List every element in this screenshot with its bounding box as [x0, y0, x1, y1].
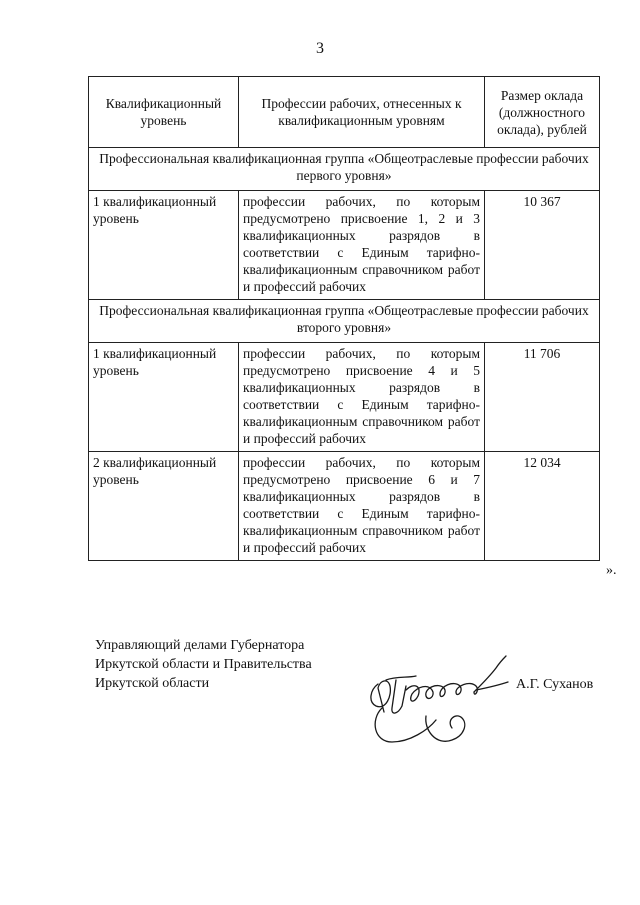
salary-cell: 10 367: [485, 191, 600, 300]
header-level: Квалификационный уровень: [89, 77, 239, 148]
level-cell: 1 квалификационный уровень: [89, 191, 239, 300]
level-cell: 1 квалификационный уровень: [89, 343, 239, 452]
description-cell: профессии рабочих, по которым предусмотрено присвоение 6 и 7 квалификационных разрядов в соответствии с Единым тарифно-квалификационным справочником работ и профессий рабочих: [239, 452, 485, 561]
table-row: [89, 191, 600, 300]
signer-name: А.Г. Суханов: [516, 677, 594, 692]
closing-quote: ».: [606, 563, 617, 578]
table-row: [89, 452, 600, 561]
table-header-row: [89, 77, 600, 148]
handwritten-signature: [356, 650, 528, 750]
header-salary: Размер оклада (должностного оклада), рублей: [485, 77, 600, 148]
salary-cell: 12 034: [485, 452, 600, 561]
salary-table: [88, 76, 600, 561]
signer-position: [95, 636, 312, 693]
signer-position-line: Управляющий делами Губернатора: [95, 638, 305, 653]
group-title: Профессиональная квалификационная группа «Общеотраслевые профессии рабочих первого уровня»: [89, 148, 600, 191]
level-cell: 2 квалификационный уровень: [89, 452, 239, 561]
salary-cell: 11 706: [485, 343, 600, 452]
table-row: [89, 343, 600, 452]
group-title: Профессиональная квалификационная группа «Общеотраслевые профессии рабочих второго уровня»: [89, 300, 600, 343]
signer-position-line: Иркутской области: [95, 676, 210, 691]
description-cell: профессии рабочих, по которым предусмотрено присвоение 4 и 5 квалификационных разрядов в соответствии с Единым тарифно-квалификационным справочником работ и профессий рабочих: [239, 343, 485, 452]
group-title-row: [89, 300, 600, 343]
signer-position-line: Иркутской области и Правительства: [95, 657, 312, 672]
description-cell: профессии рабочих, по которым предусмотрено присвоение 1, 2 и 3 квалификационных разрядов в соответствии с Единым тарифно-квалификационным справочником работ и профессий рабочих: [239, 191, 485, 300]
header-professions: Профессии рабочих, отнесенных к квалификационным уровням: [239, 77, 485, 148]
page-number: 3: [316, 40, 324, 57]
group-title-row: [89, 148, 600, 191]
